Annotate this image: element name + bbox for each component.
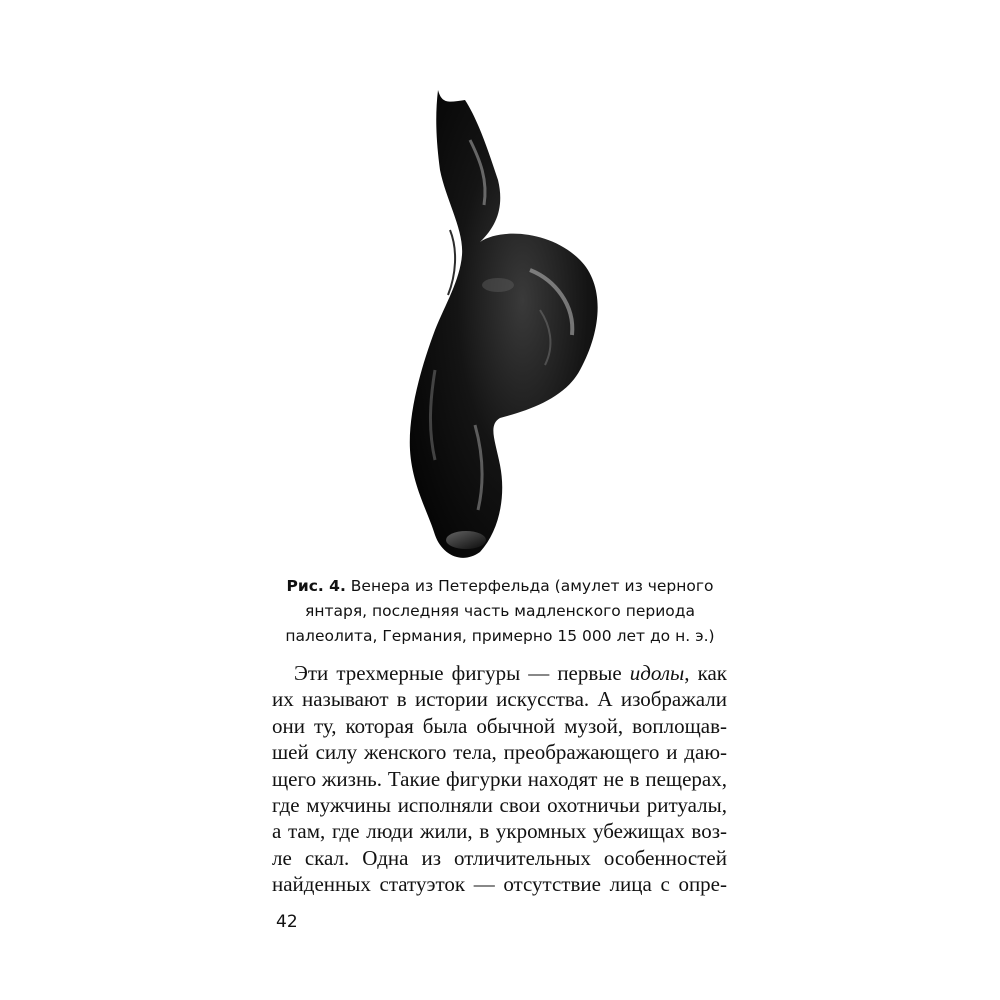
paragraph-line: а там, где люди жили, в укромных убежищах воз-: [272, 819, 727, 844]
figure-label: Рис. 4.: [286, 577, 346, 595]
figure-caption: [270, 574, 730, 649]
emphasis-idols: идолы: [629, 661, 685, 685]
venus-amulet-illustration: [380, 80, 620, 570]
paragraph-line: щего жизнь. Такие фигурки находят не в пещерах,: [272, 766, 727, 791]
figure-image: [380, 80, 620, 570]
body-paragraph: [272, 660, 727, 898]
amulet-silhouette: [410, 90, 598, 558]
paragraph-line: они ту, которая была обычной музой, воплощав-: [272, 713, 727, 738]
paragraph-line: ле скал. Одна из отличительных особенностей: [272, 845, 727, 870]
figure-caption-text: Венера из Петерфельда (амулет из черного янтаря, последняя часть мадленского периода палеолита, Германия, примерно 15 000 лет до н. э.): [285, 577, 715, 645]
page-number: 42: [276, 912, 298, 932]
paragraph-line: шей силу женского тела, преображающего и даю-: [272, 740, 727, 765]
paragraph-line: Эти трехмерные фигуры — первые идолы, как: [294, 661, 727, 685]
paragraph-line: их называют в истории искусства. А изображали: [272, 687, 727, 712]
paragraph-line: найденных статуэток — отсутствие лица с опре-: [272, 872, 727, 897]
paragraph-line: где мужчины исполняли свои охотничьи ритуалы,: [272, 793, 727, 818]
